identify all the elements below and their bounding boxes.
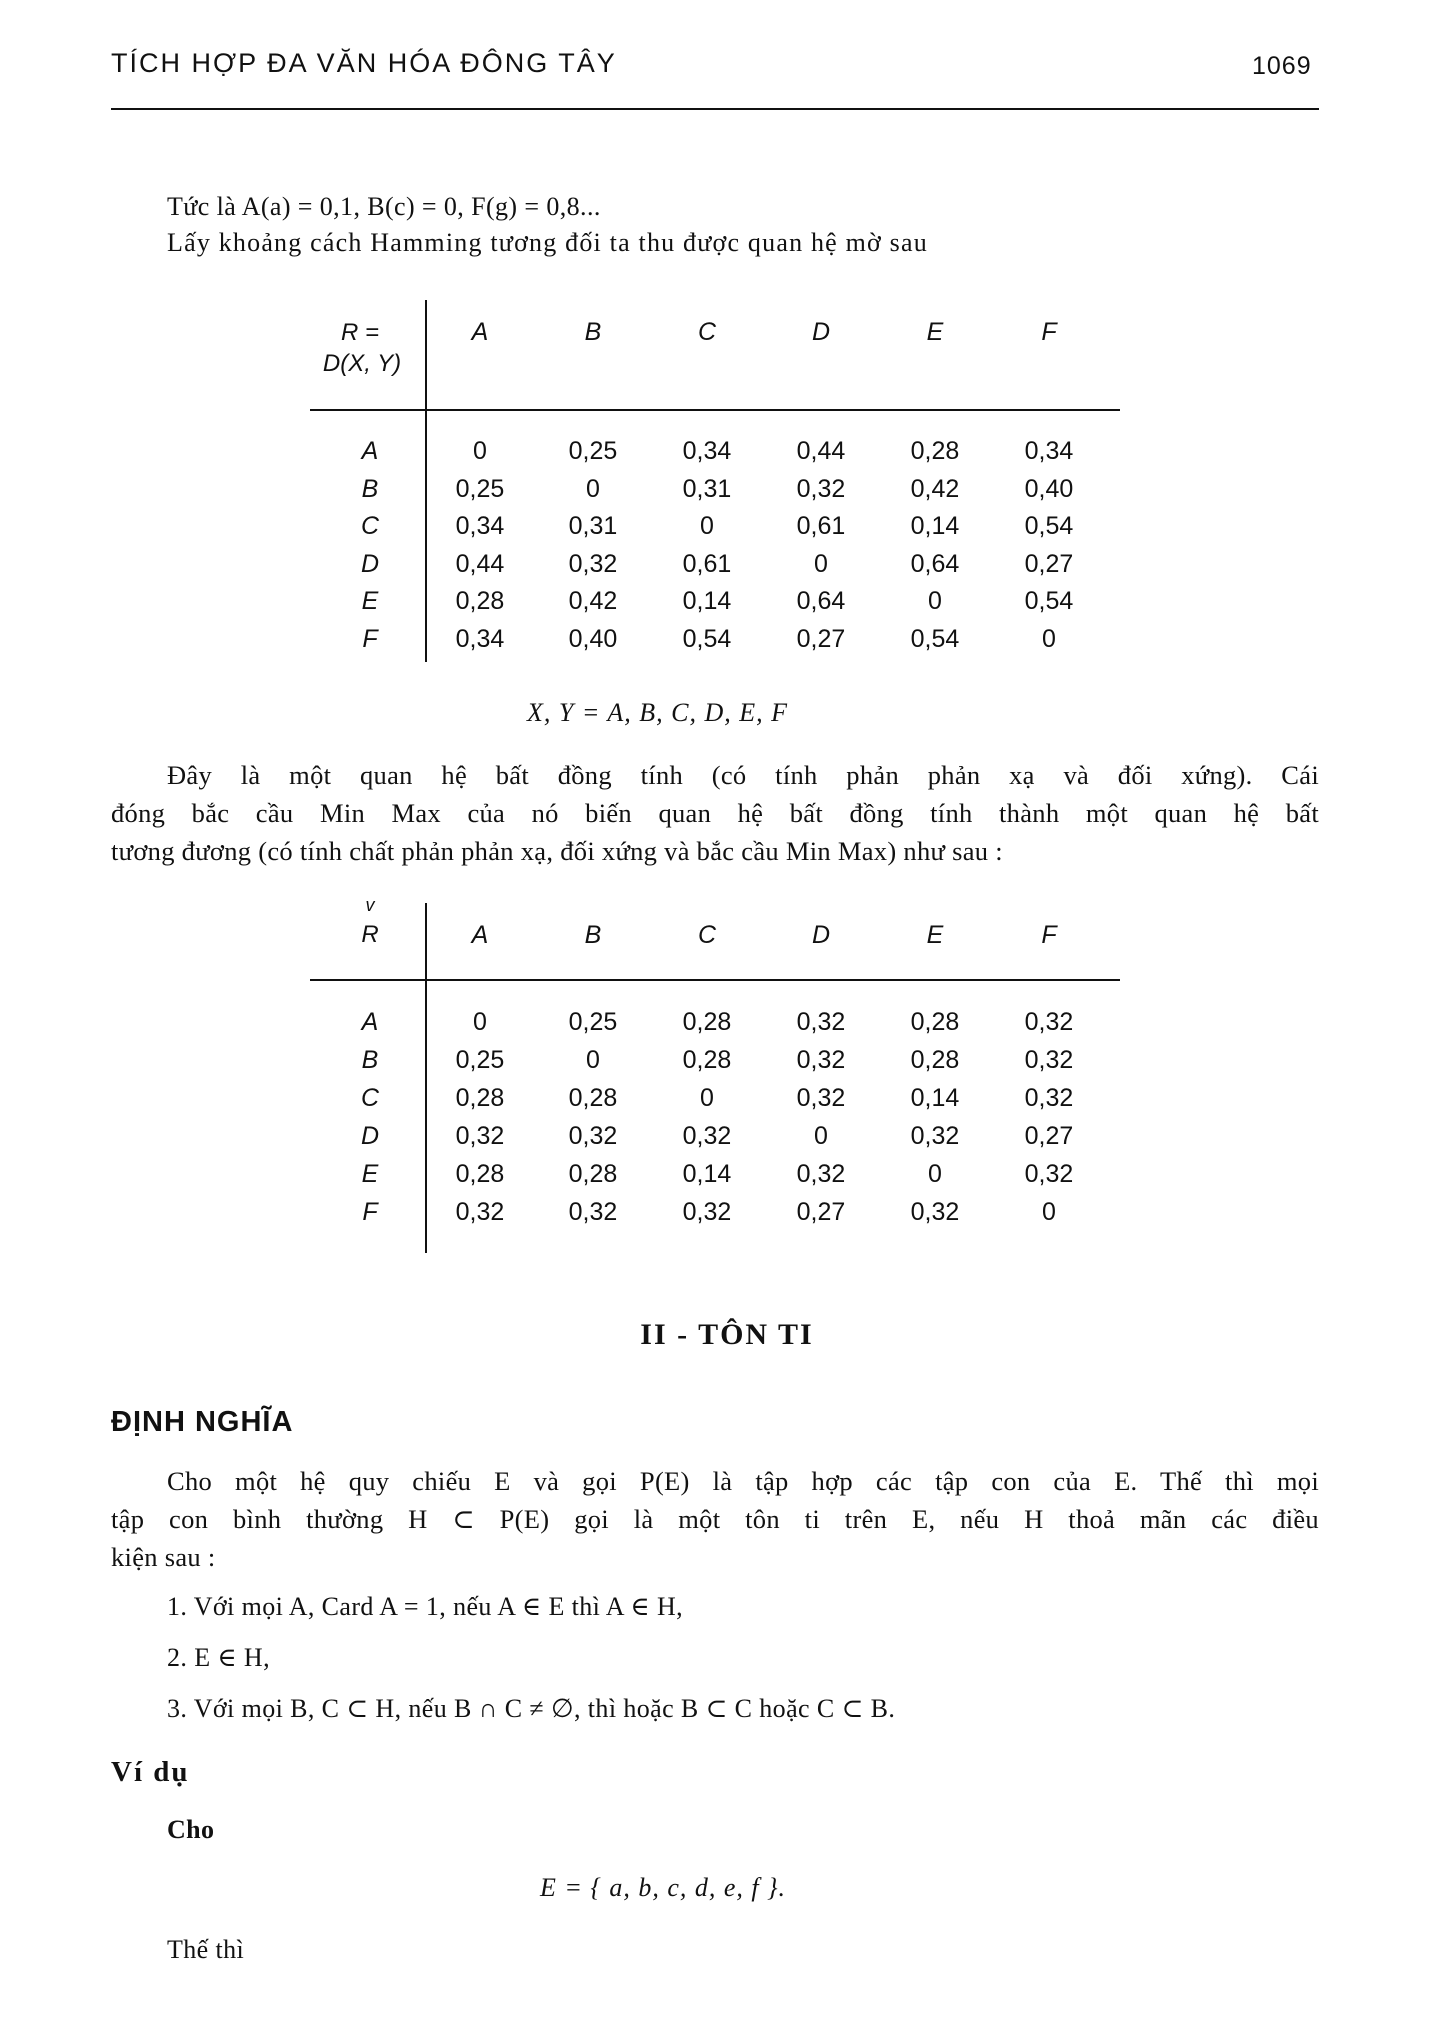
row-label: F	[362, 1198, 378, 1226]
row-label: E	[361, 587, 379, 615]
table-2-corner-mark: v	[365, 895, 375, 915]
definition-line-3: kiện sau :	[111, 1542, 216, 1572]
definition-heading: ĐỊNH NGHĨA	[111, 1406, 294, 1438]
table-cell: 0,34	[455, 512, 505, 540]
header-rule	[111, 108, 1319, 110]
table-cell: 0	[473, 1008, 487, 1036]
table-cell: 0	[814, 549, 828, 578]
table-cell: 0	[1042, 624, 1056, 653]
table-cell: 0,25	[455, 1046, 505, 1074]
row-label: B	[361, 474, 379, 503]
table-cell: 0	[586, 474, 600, 503]
definition-text	[111, 1462, 1319, 1576]
table-cell: 0,34	[1024, 437, 1074, 465]
table-cell: 0,25	[455, 474, 505, 503]
table-2-vertical-rule	[425, 903, 427, 1253]
row-label: A	[361, 1008, 379, 1036]
table-cell: 0,28	[455, 1084, 505, 1112]
running-header-title: TÍCH HỢP ĐA VĂN HÓA ĐÔNG TÂY	[111, 48, 617, 78]
table-cell: 0	[928, 1160, 942, 1188]
column-header: A	[471, 921, 489, 949]
table-1-vertical-rule	[425, 300, 427, 662]
table-cell: 0,31	[568, 512, 618, 540]
section-title: II - TÔN TI	[640, 1318, 814, 1351]
table-cell: 0,32	[796, 1046, 846, 1074]
table-cell: 0,34	[455, 624, 505, 653]
matrix-table-2	[310, 895, 1120, 1253]
column-header: E	[926, 921, 944, 949]
table-cell: 0,28	[568, 1084, 618, 1112]
definition-line-2: tập con bình thường H ⊂ P(E) gọi là một tôn ti trên E, nếu H thoả mãn các điều	[111, 1504, 1319, 1534]
table-cell: 0,27	[1024, 549, 1074, 578]
table-cell: 0,42	[568, 587, 618, 615]
table-cell: 0,28	[455, 1160, 505, 1188]
table-cell: 0,54	[1024, 587, 1074, 615]
table-cell: 0,32	[796, 1160, 846, 1188]
table-cell: 0,14	[682, 1160, 732, 1188]
column-header: F	[1041, 318, 1057, 346]
column-header: E	[926, 318, 944, 346]
table-cell: 0,32	[796, 474, 846, 503]
column-header: B	[584, 318, 602, 346]
table-cell: 0,44	[796, 437, 846, 465]
table-cell: 0,32	[568, 549, 618, 578]
matrix-table-1	[310, 300, 1120, 662]
row-label: C	[360, 1084, 380, 1112]
table-cell: 0,32	[682, 1198, 732, 1226]
paragraph-closure-line-1: Đây là một quan hệ bất đồng tính (có tính phản phản xạ và đối xứng). Cái	[167, 760, 1319, 790]
row-label: A	[361, 437, 379, 465]
table-cell: 0,54	[910, 624, 960, 653]
definition-line-1: Cho một hệ quy chiếu E và gọi P(E) là tập hợp các tập con của E. Thế thì mọi	[167, 1466, 1319, 1496]
table-cell: 0	[700, 512, 714, 540]
table-2-corner-label: R	[361, 921, 379, 948]
table-2-header-rule	[310, 979, 1120, 981]
table-cell: 0,32	[1024, 1160, 1074, 1188]
example-set: E = { a, b, c, d, e, f }.	[540, 1873, 787, 1902]
example-then: Thế thì	[167, 1935, 245, 1964]
column-header: D	[811, 921, 831, 949]
example-heading: Ví dụ	[111, 1756, 190, 1788]
row-label: C	[360, 512, 380, 540]
table-cell: 0,27	[796, 1198, 846, 1226]
table-cell: 0,54	[1024, 512, 1074, 540]
table-cell: 0	[700, 1084, 714, 1112]
table-cell: 0,14	[910, 512, 960, 540]
column-header: D	[811, 318, 831, 346]
table-cell: 0,32	[1024, 1046, 1074, 1074]
table-cell: 0,14	[682, 587, 732, 615]
table-cell: 0,42	[910, 474, 960, 503]
table-cell: 0,28	[910, 1008, 960, 1036]
table-cell: 0,32	[568, 1122, 618, 1150]
table-cell: 0	[928, 587, 942, 615]
table-cell: 0,27	[1024, 1122, 1074, 1150]
table-cell: 0,34	[682, 437, 732, 465]
table-cell: 0,28	[568, 1160, 618, 1188]
table-cell: 0,61	[796, 512, 846, 540]
column-header: A	[471, 318, 489, 346]
row-label: D	[360, 549, 380, 578]
table-cell: 0	[586, 1046, 600, 1074]
condition-1: 1. Với mọi A, Card A = 1, nếu A ∈ E thì A ∈ H,	[167, 1592, 684, 1621]
column-header: F	[1041, 921, 1057, 949]
intro-line-2: Lấy khoảng cách Hamming tương đối ta thu được quan hệ mờ sau	[167, 228, 928, 257]
condition-3: 3. Với mọi B, C ⊂ H, nếu B ∩ C ≠ ∅, thì hoặc B ⊂ C hoặc C ⊂ B.	[167, 1694, 896, 1723]
paragraph-closure-line-2: đóng bắc cầu Min Max của nó biến quan hệ bất đồng tính thành một quan hệ bất	[111, 798, 1319, 828]
table-cell: 0,64	[910, 549, 960, 578]
table-cell: 0,27	[796, 624, 846, 653]
table-cell: 0	[1042, 1198, 1056, 1226]
paragraph-closure	[111, 756, 1319, 870]
table-cell: 0,32	[455, 1198, 505, 1226]
table-cell: 0,32	[796, 1008, 846, 1036]
table-1-corner-line-2: D(X, Y)	[322, 350, 402, 377]
table-cell: 0,31	[682, 474, 732, 503]
domain-line: X, Y = A, B, C, D, E, F	[527, 698, 789, 727]
paragraph-closure-line-3: tương đương (có tính chất phản phản xạ, đối xứng và bắc cầu Min Max) như sau :	[111, 836, 1003, 866]
table-cell: 0,25	[568, 1008, 618, 1036]
condition-2: 2. E ∈ H,	[167, 1643, 271, 1672]
row-label: E	[361, 1160, 379, 1188]
table-1-corner-line-1: R =	[340, 319, 379, 346]
table-cell: 0,32	[910, 1198, 960, 1226]
column-header: B	[584, 921, 602, 949]
table-cell: 0,32	[910, 1122, 960, 1150]
table-cell: 0,28	[910, 437, 960, 465]
example-given: Cho	[167, 1815, 215, 1844]
table-cell: 0,54	[682, 624, 732, 653]
table-1-header-rule	[310, 409, 1120, 411]
table-cell: 0,32	[1024, 1008, 1074, 1036]
table-cell: 0,32	[796, 1084, 846, 1112]
column-header: C	[697, 921, 717, 949]
intro-line-1: Tức là A(a) = 0,1, B(c) = 0, F(g) = 0,8...	[167, 192, 601, 221]
table-cell: 0,28	[910, 1046, 960, 1074]
table-cell: 0,44	[455, 549, 505, 578]
table-cell: 0,28	[455, 587, 505, 615]
table-cell: 0,14	[910, 1084, 960, 1112]
page-number: 1069	[1252, 52, 1312, 80]
table-cell: 0,40	[1024, 474, 1074, 503]
table-cell: 0,25	[568, 437, 618, 465]
row-label: B	[361, 1046, 379, 1074]
table-cell: 0,32	[455, 1122, 505, 1150]
table-cell: 0	[814, 1122, 828, 1150]
table-cell: 0,28	[682, 1008, 732, 1036]
table-cell: 0,40	[568, 624, 618, 653]
table-cell: 0,32	[568, 1198, 618, 1226]
table-cell: 0,61	[682, 549, 732, 578]
table-cell: 0,32	[682, 1122, 732, 1150]
table-cell: 0,64	[796, 587, 846, 615]
table-cell: 0	[473, 437, 487, 465]
table-cell: 0,32	[1024, 1084, 1074, 1112]
row-label: D	[360, 1122, 380, 1150]
table-cell: 0,28	[682, 1046, 732, 1074]
column-header: C	[697, 318, 717, 346]
row-label: F	[362, 624, 378, 653]
